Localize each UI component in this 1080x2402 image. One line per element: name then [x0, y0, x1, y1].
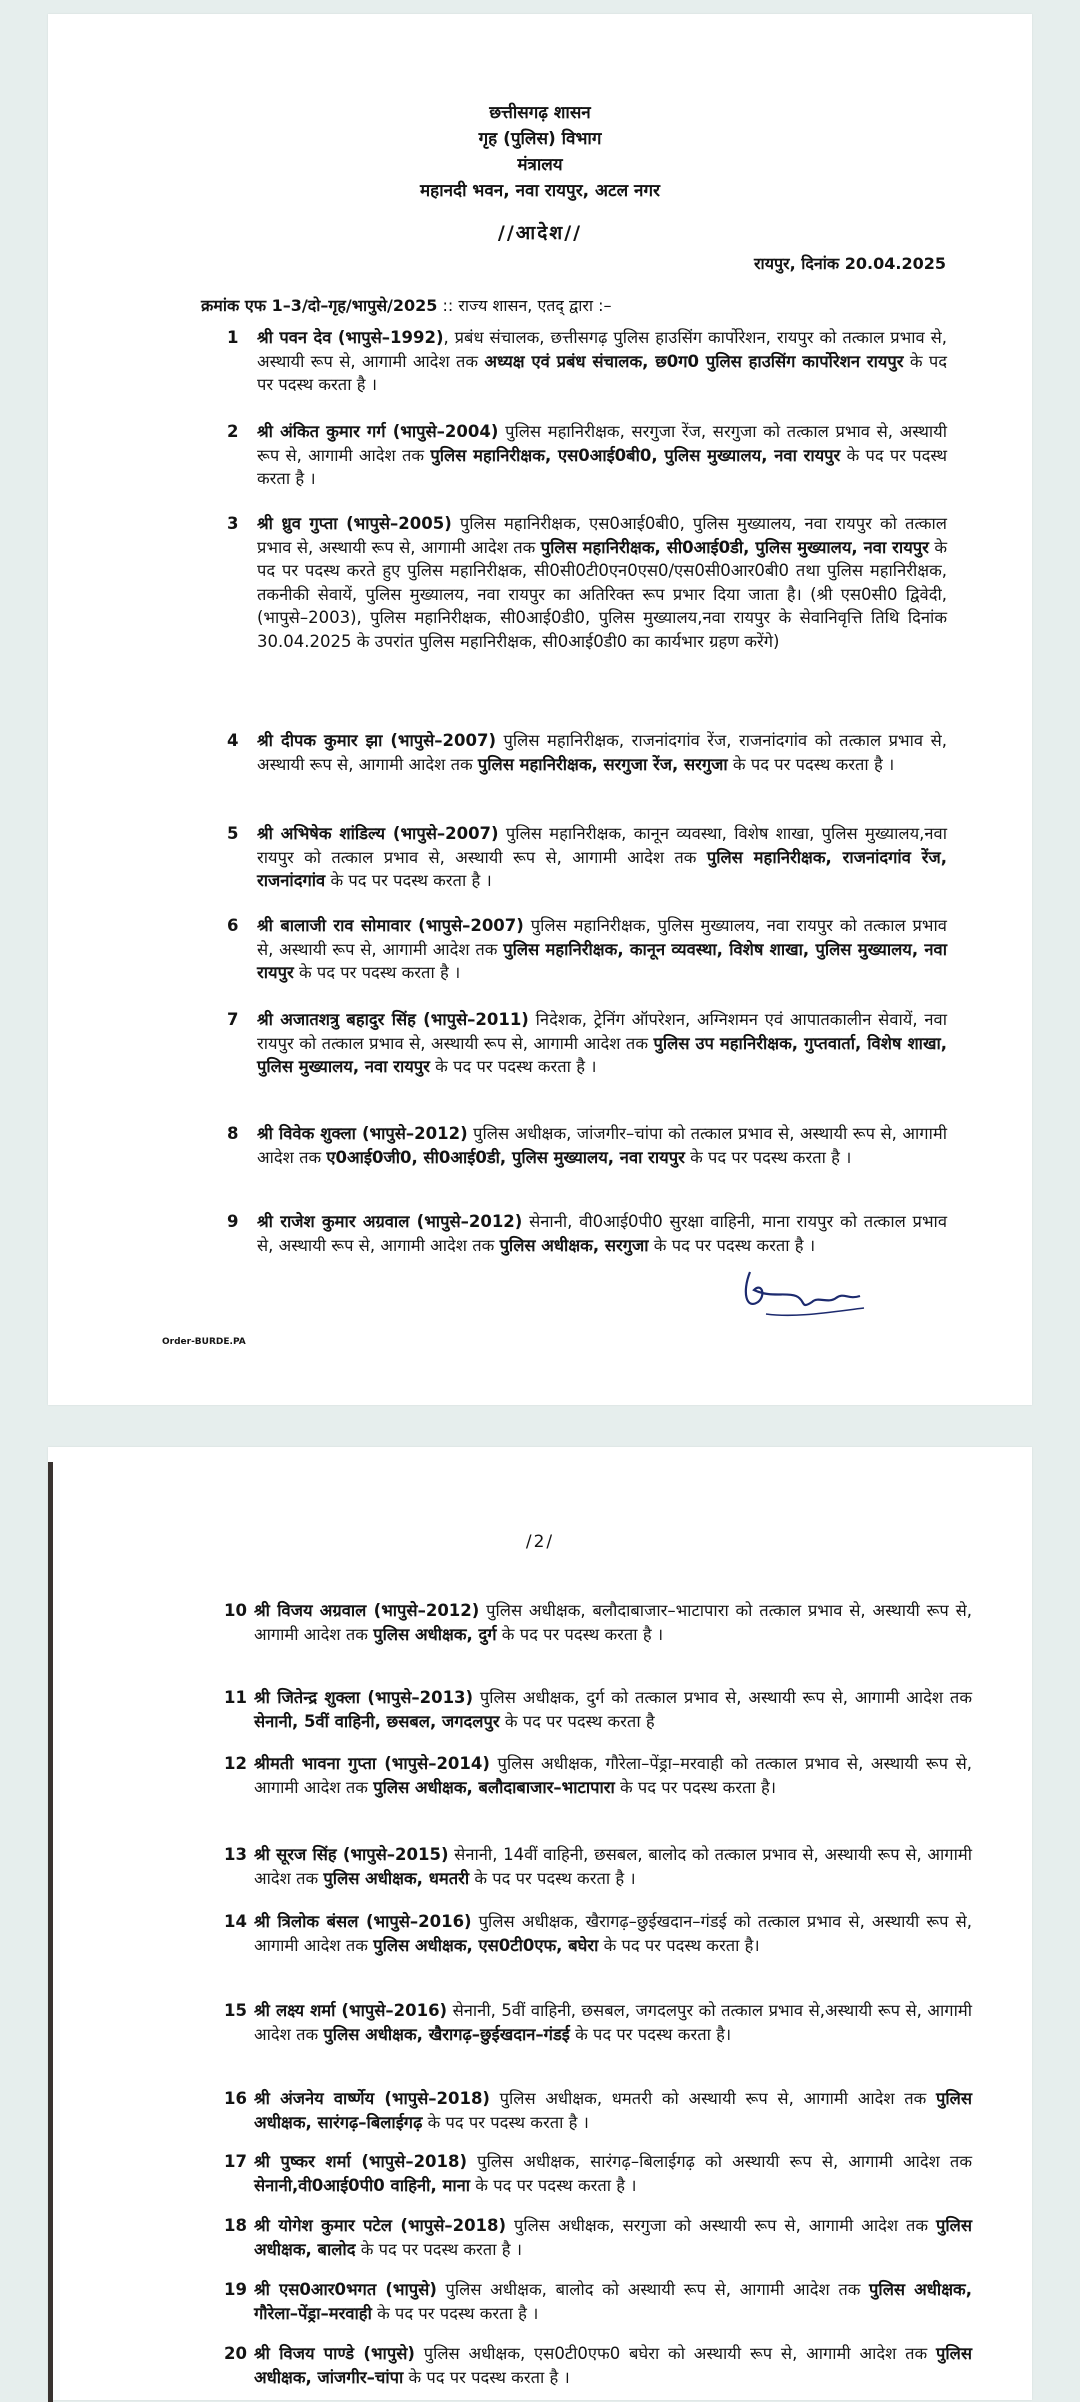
officer-name: श्री बालाजी राव सोमावार (भापुसे–2007) — [257, 916, 524, 935]
new-post: पुलिस महानिरीक्षक, कानून व्यवस्था, विशेष शाखा, पुलिस मुख्यालय, नवा रायपुर — [257, 939, 947, 982]
header-block — [48, 100, 1032, 204]
item-text-end: के पद पर पदस्थ करता है । — [469, 1868, 636, 1888]
item-text-end: के पद पर पदस्थ करता है । — [371, 2303, 539, 2323]
reference-line — [201, 294, 612, 316]
new-post: पुलिस उप महानिरीक्षक, गुप्तवार्ता, विशेष शाखा, पुलिस मुख्यालय, नवा रायपुर — [257, 1033, 947, 1076]
new-post: पुलिस अधीक्षक, सारंगढ़–बिलाईगढ़ — [254, 2089, 972, 2132]
item-number: 6 — [227, 916, 239, 935]
item-text: पुलिस अधीक्षक, जांजगीर–चांपा को तत्काल प्रभाव से, अस्थायी रूप से, आगामी आदेश तक — [257, 1124, 947, 1167]
item-text-end: के पद पर पदस्थ करता है। — [614, 1777, 777, 1797]
item-number: 14 — [224, 1912, 247, 1931]
order-item-18 — [224, 2214, 972, 2261]
item-number: 11 — [224, 1688, 247, 1707]
item-text-end: के पद पर पदस्थ करता है । — [429, 1057, 597, 1076]
item-number: 15 — [224, 2001, 247, 2020]
item-text: पुलिस महानिरीक्षक, एस0आई0बी0, पुलिस मुख्यालय, नवा रायपुर को तत्काल प्रभाव से, अस्थायी रूप से, आगामी आदेश तक — [257, 514, 947, 557]
item-text: पुलिस अधीक्षक, सरगुजा को अस्थायी रूप से, आगामी आदेश तक — [506, 2216, 936, 2235]
new-post: सेनानी,वी0आई0पी0 वाहिनी, माना — [254, 2175, 471, 2195]
new-post: पुलिस अधीक्षक, एस0टी0एफ, बघेरा — [373, 1935, 599, 1955]
officer-name: श्री त्रिलोक बंसल (भापुसे–2016) — [254, 1912, 472, 1931]
header-line-address: महानदी भवन, नवा रायपुर, अटल नगर — [420, 181, 660, 201]
item-number: 18 — [224, 2216, 247, 2235]
item-text-end: के पद पर पदस्थ करता है । — [257, 445, 948, 488]
officer-name: श्री लक्ष्य शर्मा (भापुसे–2016) — [254, 2001, 448, 2020]
page-number: /2/ — [525, 1532, 555, 1552]
order-item-12 — [224, 1752, 972, 1799]
order-item-19 — [224, 2278, 972, 2325]
item-number: 5 — [227, 824, 239, 843]
reference-number: क्रमांक एफ 1–3/दो–गृह/भापुसे/2025 — [201, 296, 438, 315]
new-post: पुलिस अधीक्षक, बालोद — [254, 2216, 972, 2259]
item-text: पुलिस अधीक्षक, सारंगढ़–बिलाईगढ़ को अस्थायी रूप से, आगामी आदेश तक — [467, 2152, 972, 2171]
item-text: निदेशक, ट्रेनिंग ऑपरेशन, अग्निशमन एवं आपातकालीन सेवायें, नवा रायपुर को तत्काल प्रभाव से, अस्थायी रूप से, आगामी आदेश तक — [257, 1010, 947, 1053]
header-line-ministry: मंत्रालय — [517, 155, 563, 175]
item-text: पुलिस महानिरीक्षक, राजनांदगांव रेंज, राजनांदगांव को तत्काल प्रभाव से, अस्थायी रूप से, आगामी आदेश तक — [257, 731, 947, 774]
item-text: पुलिस अधीक्षक, खैरागढ़–छुईखदान–गंडई को तत्काल प्रभाव से, अस्थायी रूप से, आगामी आदेश तक — [254, 1912, 972, 1955]
item-text-end: के पद पर पदस्थ करता है — [499, 1711, 655, 1731]
item-text-end: के पद पर पदस्थ करते हुए पुलिस महानिरीक्षक, सी0सी0टी0एन0एस0/एस0सी0आर0बी0 तथा पुलिस महानिरीक्षक, तकनीकी सेवायें, पुलिस मुख्यालय, नवा रायपुर का अतिरिक्त रूप प्रभार दिया जाता है। (श्री एस0सी0 द्विवेदी, (भापुसे–2003), पुलिस महानिरीक्षक, सी0आई0डी0, पुलिस मुख्यालय,नवा रायपुर के सेवानिवृत्ति तिथि दिनांक 30.04.2025 के उपरांत पुलिस महानिरीक्षक, सी0आई0डी0 का कार्यभार ग्रहण करेंगे) — [257, 537, 947, 651]
officer-name: श्री अंजनेय वार्ष्णेय (भापुसे–2018) — [254, 2089, 490, 2108]
officer-name: श्री पवन देव (भापुसे–1992) — [257, 328, 444, 347]
order-item-20 — [224, 2342, 973, 2389]
officer-name: श्री अभिषेक शांडिल्य (भापुसे–2007) — [257, 824, 499, 843]
item-text: पुलिस महानिरीक्षक, सरगुजा रेंज, सरगुजा को तत्काल प्रभाव से, अस्थायी रूप से, आगामी आदेश तक — [257, 422, 947, 465]
officer-name: श्री विवेक शुक्ला (भापुसे–2012) — [257, 1124, 468, 1143]
order-item-9 — [227, 1210, 947, 1257]
order-item-16 — [224, 2087, 972, 2134]
item-text: पुलिस अधीक्षक, एस0टी0एफ0 बघेरा को अस्थायी रूप से, आगामी आदेश तक — [414, 2344, 937, 2363]
order-title: //आदेश// — [497, 222, 583, 244]
item-text: सेनानी, वी0आई0पी0 सुरक्षा वाहिनी, माना रायपुर को तत्काल प्रभाव से, अस्थायी रूप से, आगामी आदेश तक — [257, 1212, 947, 1255]
item-text-end: के पद पर पदस्थ करता है । — [257, 351, 948, 394]
item-text: पुलिस अधीक्षक, बलौदाबाजार–भाटापारा को तत्काल प्रभाव से, अस्थायी रूप से, आगामी आदेश तक — [254, 1601, 973, 1644]
new-post: पुलिस अधीक्षक, सरगुजा — [499, 1235, 649, 1255]
item-number: 2 — [227, 422, 239, 441]
item-text-end: के पद पर पदस्थ करता है । — [648, 1235, 816, 1255]
officer-name: श्री राजेश कुमार अग्रवाल (भापुसे–2012) — [257, 1212, 523, 1231]
new-post: अध्यक्ष एवं प्रबंध संचालक, छ0ग0 पुलिस हाउसिंग कार्पोरेशन रायपुर — [484, 351, 904, 371]
order-item-11 — [224, 1686, 972, 1733]
item-number: 10 — [224, 1601, 247, 1620]
item-number: 17 — [224, 2152, 247, 2171]
order-item-17 — [224, 2150, 972, 2197]
officer-name: श्री विजय पाण्डे (भापुसे) — [254, 2344, 415, 2363]
item-text-end: के पद पर पदस्थ करता है । — [355, 2239, 522, 2259]
new-post: पुलिस अधीक्षक, गौरेला–पेंड्रा–मरवाही — [254, 2280, 972, 2323]
item-number: 13 — [224, 1845, 247, 1864]
officer-name: श्री अजातशत्रु बहादुर सिंह (भापुसे–2011) — [257, 1010, 529, 1029]
item-text: पुलिस अधीक्षक, धमतरी को अस्थायी रूप से, आगामी आदेश तक — [489, 2089, 936, 2108]
item-text-end: के पद पर पदस्थ करता है । — [293, 963, 461, 982]
item-text: पुलिस अधीक्षक, दुर्ग को तत्काल प्रभाव से, अस्थायी रूप से, आगामी आदेश तक — [473, 1688, 972, 1707]
new-post: पुलिस महानिरीक्षक, एस0आई0बी0, पुलिस मुख्यालय, नवा रायपुर — [430, 445, 841, 465]
order-item-8 — [227, 1122, 947, 1169]
officer-name: श्री दीपक कुमार झा (भापुसे–2007) — [257, 731, 496, 750]
footer-code: Order-BURDE.PA — [162, 1337, 246, 1347]
new-post: पुलिस महानिरीक्षक, सरगुजा रेंज, सरगुजा — [477, 754, 728, 774]
new-post: पुलिस अधीक्षक, धमतरी — [323, 1868, 470, 1888]
item-number: 12 — [224, 1754, 247, 1773]
item-number: 3 — [227, 514, 239, 533]
item-number: 4 — [227, 731, 239, 750]
new-post: पुलिस अधीक्षक, बलौदाबाजार–भाटापारा — [373, 1777, 615, 1797]
new-post: पुलिस महानिरीक्षक, सी0आई0डी, पुलिस मुख्यालय, नवा रायपुर — [540, 537, 929, 557]
item-text: सेनानी, 5वीं वाहिनी, छसबल, जगदलपुर को तत्काल प्रभाव से,अस्थायी रूप से, आगामी आदेश तक — [254, 2001, 972, 2044]
item-text: , प्रबंध संचालक, छत्तीसगढ़ पुलिस हाउसिंग कार्पोरेशन, रायपुर को तत्काल प्रभाव से, अस्थायी रूप से, आगामी आदेश तक — [257, 328, 947, 371]
header-line-department: गृह (पुलिस) विभाग — [478, 129, 602, 149]
reference-suffix: :: राज्य शासन, एतद् द्वारा :– — [437, 296, 612, 315]
order-item-3 — [227, 512, 947, 653]
officer-name: श्री योगेश कुमार पटेल (भापुसे–2018) — [254, 2216, 507, 2235]
item-text-end: के पद पर पदस्थ करता है । — [422, 2112, 589, 2132]
order-item-15 — [224, 1999, 972, 2046]
item-text-end: के पद पर पदस्थ करता है । — [403, 2367, 570, 2387]
order-item-1 — [227, 326, 948, 397]
order-item-10 — [224, 1599, 973, 1646]
officer-name: श्रीमती भावना गुप्ता (भापुसे–2014) — [254, 1754, 490, 1773]
new-post: पुलिस अधीक्षक, जांजगीर–चांपा — [254, 2344, 973, 2387]
item-number: 9 — [227, 1212, 239, 1231]
item-number: 19 — [224, 2280, 247, 2299]
item-number: 16 — [224, 2089, 247, 2108]
new-post: सेनानी, 5वीं वाहिनी, छसबल, जगदलपुर — [254, 1711, 500, 1731]
officer-name: श्री जितेन्द्र शुक्ला (भापुसे–2013) — [254, 1688, 474, 1707]
officer-name: श्री ध्रुव गुप्ता (भापुसे–2005) — [257, 514, 452, 533]
item-text: पुलिस महानिरीक्षक, पुलिस मुख्यालय, नवा रायपुर को तत्काल प्रभाव से, अस्थायी रूप से, आगामी आदेश तक — [257, 916, 947, 959]
document-page-1 — [48, 14, 1032, 1405]
item-text-end: के पद पर पदस्थ करता है । — [325, 871, 492, 890]
order-item-7 — [227, 1008, 947, 1079]
officer-name: श्री अंकित कुमार गर्ग (भापुसे–2004) — [257, 422, 499, 441]
item-text: पुलिस अधीक्षक, बालोद को अस्थायी रूप से, आगामी आदेश तक — [436, 2280, 870, 2299]
new-post: पुलिस अधीक्षक, दुर्ग — [373, 1624, 497, 1644]
item-text-end: के पद पर पदस्थ करता है । — [496, 1624, 664, 1644]
new-post: पुलिस महानिरीक्षक, राजनांदगांव रेंज, राजनांदगांव — [257, 847, 947, 890]
order-item-2 — [227, 420, 948, 491]
item-text-end: के पद पर पदस्थ करता है । — [684, 1147, 852, 1167]
item-number: 20 — [224, 2344, 247, 2363]
order-item-5 — [227, 822, 947, 893]
item-number: 8 — [227, 1124, 239, 1143]
order-item-6 — [227, 914, 947, 985]
item-text-end: के पद पर पदस्थ करता है। — [598, 1935, 760, 1955]
item-text: सेनानी, 14वीं वाहिनी, छसबल, बालोद को तत्काल प्रभाव से, अस्थायी रूप से, आगामी आदेश तक — [254, 1845, 972, 1888]
new-post: ए0आई0जी0, सी0आई0डी, पुलिस मुख्यालय, नवा रायपुर — [326, 1147, 685, 1167]
order-item-4 — [227, 729, 947, 776]
item-text-end: के पद पर पदस्थ करता है । — [727, 754, 895, 774]
item-number: 7 — [227, 1010, 239, 1029]
item-text-end: के पद पर पदस्थ करता है। — [569, 2024, 732, 2044]
document-page-2 — [48, 1447, 1032, 2400]
new-post: पुलिस अधीक्षक, खैरागढ़–छुईखदान–गंडई — [323, 2024, 570, 2044]
signature — [736, 1262, 876, 1332]
item-text-end: के पद पर पदस्थ करता है । — [470, 2175, 637, 2195]
header-line-govt: छत्तीसगढ़ शासन — [489, 103, 591, 123]
item-number: 1 — [227, 328, 239, 347]
scan-edge-shadow — [48, 1462, 53, 2402]
item-text: पुलिस महानिरीक्षक, कानून व्यवस्था, विशेष शाखा, पुलिस मुख्यालय,नवा रायपुर को तत्काल प्रभाव से, अस्थायी रूप से, आगामी आदेश तक — [257, 824, 947, 867]
officer-name: श्री पुष्कर शर्मा (भापुसे–2018) — [254, 2152, 468, 2171]
order-item-13 — [224, 1843, 972, 1890]
officer-name: श्री विजय अग्रवाल (भापुसे–2012) — [254, 1601, 480, 1620]
officer-name: श्री सूरज सिंह (भापुसे–2015) — [254, 1845, 449, 1864]
item-text: पुलिस अधीक्षक, गौरेला–पेंड्रा–मरवाही को तत्काल प्रभाव से, अस्थायी रूप से, आगामी आदेश तक — [254, 1754, 972, 1797]
order-item-14 — [224, 1910, 972, 1957]
place-date: रायपुर, दिनांक 20.04.2025 — [754, 254, 946, 273]
officer-name: श्री एस0आर0भगत (भापुसे) — [254, 2280, 437, 2299]
